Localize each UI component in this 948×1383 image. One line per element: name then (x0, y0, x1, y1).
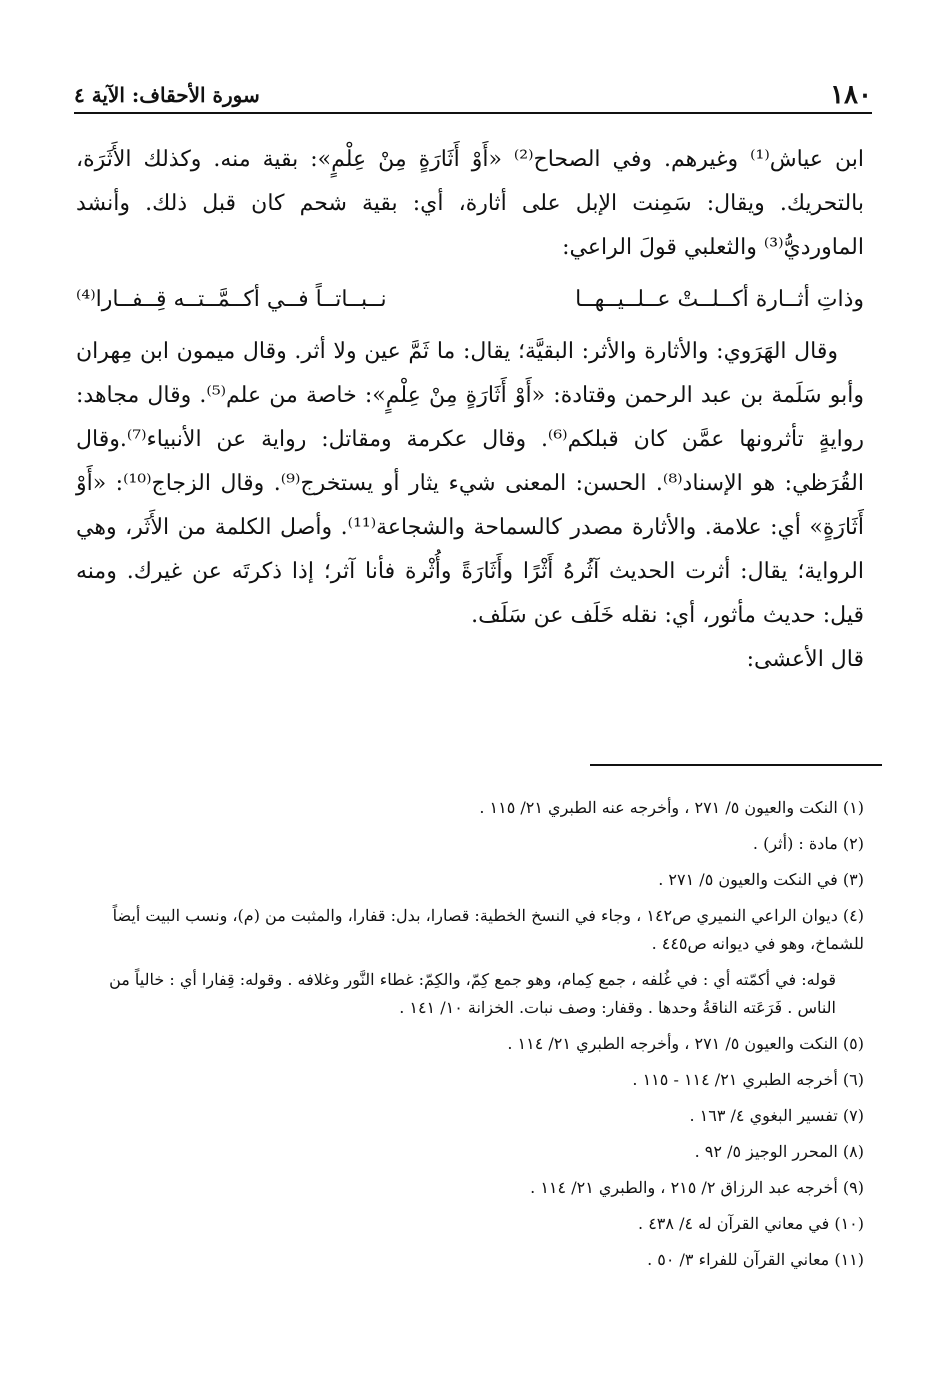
footnote-2: (٢) مادة : (أثر) . (752, 834, 864, 853)
footnote-9: (٩) أخرجه عبد الرزاق ٢/ ٢١٥ ، والطبري ٢١/ ١١٤ . (530, 1178, 864, 1197)
footnote-11: (١١) معاني القرآن للفراء ٣/ ٥٠ . (647, 1250, 864, 1269)
main-text (76, 138, 864, 682)
verse-second-hemistich: نــبــاتــاً فــي أكــمَّــتــه قِــفــارا⁽⁴⁾ (76, 287, 387, 312)
footnote-10: (١٠) في معاني القرآن له ٤/ ٤٣٨ . (638, 1214, 864, 1233)
footnote-1: (١) النكت والعيون ٥/ ٢٧١ ، وأخرجه عنه الطبري ٢١/ ١١٥ . (479, 798, 864, 817)
page-number: ١٨٠ (830, 80, 872, 110)
poetry-verse (76, 274, 864, 326)
footnote-7: (٧) تفسير البغوي ٤/ ١٦٣ . (689, 1106, 864, 1125)
paragraph-3: قال الأعشى: (746, 647, 864, 672)
footnotes (80, 794, 864, 1282)
footnote-separator (590, 764, 882, 766)
footnote-3: (٣) في النكت والعيون ٥/ ٢٧١ . (658, 870, 864, 889)
footnote-4-commentary: قوله: في أكمّته أي : في غُلفه ، جمع كِمام، وهو جمع كِمّ، والكِمّ: غطاء النَّور وغلافه . وقوله: قِفارا أي : خالياً من الناس . فَرَعَته الناقةُ وحدها . وقفار: وصف نبات. الخزانة ١٠/ ١٤١ . (109, 970, 836, 1017)
page-header (74, 78, 872, 114)
running-title: سورة الأحقاف: الآية ٤ (74, 83, 260, 107)
footnote-4: (٤) ديوان الراعي النميري ص١٤٢ ، وجاء في النسخ الخطية: قصارا، بدل: قفارا، والمثبت من (م)، ونسب البيت أيضاً للشماخ، وهو في ديوانه ص٤٤٥ . (112, 906, 864, 953)
verse-first-hemistich: وذاتِ أثــارة أكــلــتْ عــلــيــهــا (575, 287, 864, 312)
footnote-5: (٥) النكت والعيون ٥/ ٢٧١ ، وأخرجه الطبري ٢١/ ١١٤ . (507, 1034, 864, 1053)
paragraph-1: ابن عياش⁽¹⁾ وغيرهم. وفي الصحاح⁽²⁾ «أَوْ أَثَارَةٍ مِنْ عِلْمٍ»: بقية منه. وكذلك الأَثَرَة، بالتحريك. ويقال: سَمِنت الإبل على أثارة، أي: بقية شحم كان قبل ذلك. وأنشد الماورديُّ⁽³⁾ والثعلبي قولَ الراعي: (76, 147, 864, 260)
footnote-8: (٨) المحرر الوجيز ٥/ ٩٢ . (694, 1142, 864, 1161)
footnote-6: (٦) أخرجه الطبري ٢١/ ١١٤ - ١١٥ . (632, 1070, 864, 1089)
paragraph-2: وقال الهَرَوي: والأثارة والأثر: البقيَّة؛ يقال: ما ثَمَّ عين ولا أثر. وقال ميمون ابن مِهران وأبو سَلَمة بن عبد الرحمن وقتادة: «أَوْ أَثَارَةٍ مِنْ عِلْمٍ»: خاصة من علم⁽⁵⁾. وقال مجاهد: روايةٍ تأثرونها عمَّن كان قبلكم⁽⁶⁾. وقال عكرمة ومقاتل: رواية عن الأنبياء⁽⁷⁾.وقال القُرَظي: هو الإسناد⁽⁸⁾. الحسن: المعنى شيء يثار أو يستخرج⁽⁹⁾. وقال الزجاج⁽¹⁰⁾: «أَوْ أَثَارَةٍ» أي: علامة. والأثارة مصدر كالسماحة والشجاعة⁽¹¹⁾. وأصل الكلمة من الأَثَر، وهي الرواية؛ يقال: أثرت الحديث آثُرهُ أَثْرًا وأَثَارَةً وأُثْرة فأنا آثر؛ إذا ذكرتَه عن غيرك. ومنه قيل: حديث مأثور، أي: نقله خَلَف عن سَلَف. (76, 339, 864, 628)
